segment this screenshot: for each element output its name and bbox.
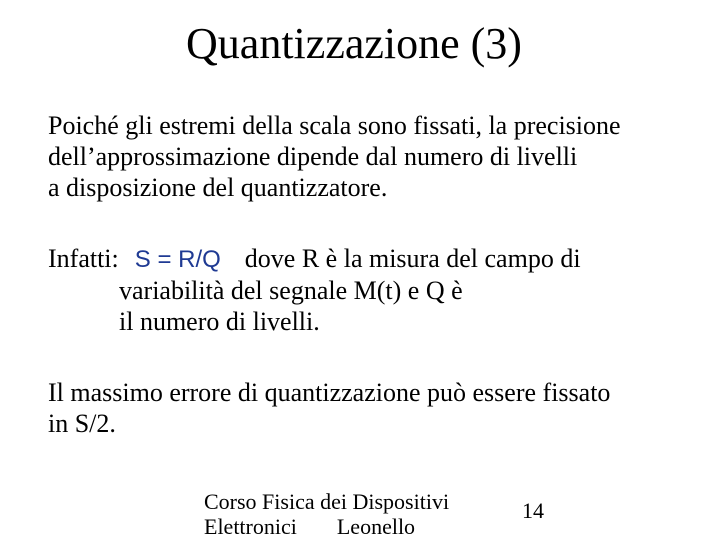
paragraph-precision xyxy=(48,110,621,203)
paragraph-max-error xyxy=(48,377,610,439)
footer-course xyxy=(204,489,449,539)
page-number: 14 xyxy=(522,498,544,523)
paragraph-line: il numero di livelli. xyxy=(119,307,320,336)
footer-line xyxy=(204,514,449,539)
paragraph-formula xyxy=(48,243,581,337)
footer-line: Corso Fisica dei Dispositivi xyxy=(204,489,450,514)
footer-author: Leonello xyxy=(336,514,416,539)
paragraph-line: dell’approssimazione dipende dal numero di livelli xyxy=(48,142,578,171)
formula-explanation: dove R è la misura del campo di xyxy=(244,244,581,273)
formula: S = R/Q xyxy=(134,246,221,273)
paragraph-line: Poiché gli estremi della scala sono fissati, la precisione xyxy=(48,111,621,140)
paragraph-line: a disposizione del quantizzatore. xyxy=(48,173,388,202)
slide-title: Quantizzazione (3) xyxy=(186,19,522,68)
footer-text: Elettronici xyxy=(204,514,297,539)
paragraph-line: variabilità del segnale M(t) e Q è xyxy=(119,276,463,305)
paragraph-line: Il massimo errore di quantizzazione può essere fissato xyxy=(48,378,611,407)
formula-line xyxy=(48,243,581,275)
lead-text: Infatti: xyxy=(48,244,119,273)
paragraph-line: in S/2. xyxy=(48,409,116,438)
